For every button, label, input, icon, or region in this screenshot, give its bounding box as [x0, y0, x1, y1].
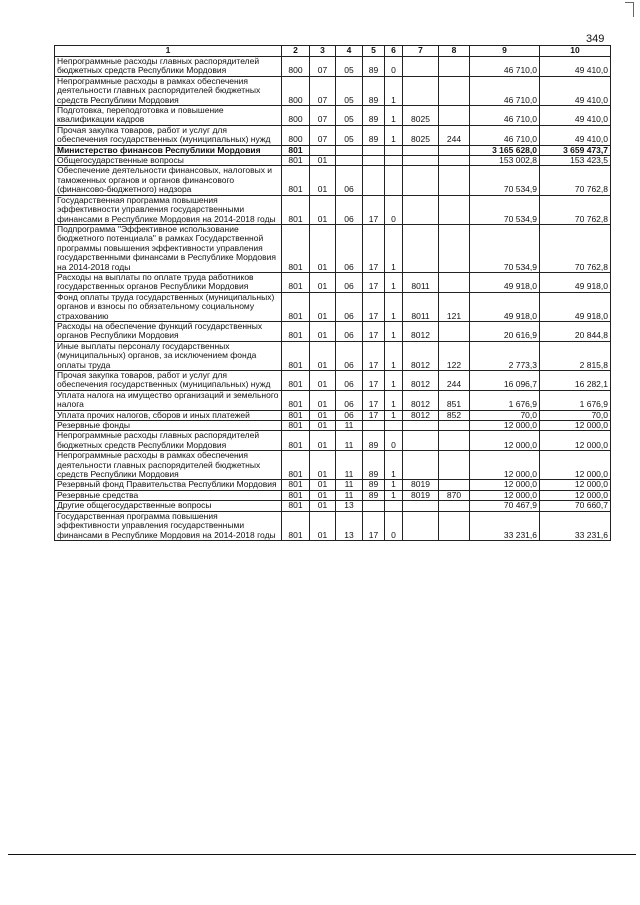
row-cell: 12 000,0	[540, 480, 611, 490]
table-row	[55, 410, 611, 420]
row-cell	[403, 156, 439, 166]
row-cell: 17	[363, 410, 385, 420]
row-cell: 153 002,8	[470, 156, 540, 166]
row-cell: 8012	[403, 410, 439, 420]
row-cell: 12 000,0	[470, 451, 540, 480]
row-cell: 01	[310, 451, 336, 480]
row-cell: 01	[310, 341, 336, 370]
row-cell	[385, 156, 403, 166]
row-cell: 8012	[403, 371, 439, 391]
row-cell	[363, 156, 385, 166]
row-cell: 11	[336, 490, 363, 500]
row-cell: 11	[336, 431, 363, 451]
row-description: Подпрограмма "Эффективное использование бюджетного потенциала" в рамках Государственной программы повышения эффективности управления государственными финансами в Республике Мордовия на 2014-2018 годы	[55, 224, 282, 272]
row-cell	[439, 106, 470, 126]
row-cell: 70 762,8	[540, 195, 611, 224]
row-cell	[403, 451, 439, 480]
header-cell: 5	[363, 46, 385, 57]
row-cell: 07	[310, 57, 336, 77]
row-cell: 801	[282, 431, 310, 451]
row-cell: 13	[336, 511, 363, 540]
row-cell: 01	[310, 431, 336, 451]
row-description: Непрограммные расходы главных распорядителей бюджетных средств Республики Мордовия	[55, 57, 282, 77]
header-cell: 3	[310, 46, 336, 57]
row-description: Резервные средства	[55, 490, 282, 500]
row-cell: 70 660,7	[540, 501, 611, 511]
header-cell: 1	[55, 46, 282, 57]
row-cell	[363, 421, 385, 431]
row-cell: 8025	[403, 125, 439, 145]
row-cell	[403, 145, 439, 155]
row-cell: 01	[310, 272, 336, 292]
row-cell	[439, 511, 470, 540]
row-cell	[403, 421, 439, 431]
row-cell	[439, 421, 470, 431]
row-cell: 01	[310, 224, 336, 272]
row-description: Расходы на обеспечение функций государственных органов Республики Мордовия	[55, 321, 282, 341]
row-cell: 801	[282, 321, 310, 341]
header-cell: 10	[540, 46, 611, 57]
row-cell: 01	[310, 501, 336, 511]
row-cell: 46 710,0	[470, 125, 540, 145]
table-row	[55, 166, 611, 195]
row-description: Обеспечение деятельности финансовых, налоговых и таможенных органов и органов финансового (финансово-бюджетного) надзора	[55, 166, 282, 195]
row-cell: 12 000,0	[470, 480, 540, 490]
row-cell: 06	[336, 272, 363, 292]
row-cell: 89	[363, 431, 385, 451]
row-cell: 801	[282, 480, 310, 490]
row-cell: 46 710,0	[470, 76, 540, 105]
table-row	[55, 156, 611, 166]
row-cell: 17	[363, 511, 385, 540]
row-cell	[439, 166, 470, 195]
row-cell: 01	[310, 511, 336, 540]
row-cell	[385, 166, 403, 195]
row-description: Резервные фонды	[55, 421, 282, 431]
row-cell: 870	[439, 490, 470, 500]
row-description: Уплата прочих налогов, сборов и иных платежей	[55, 410, 282, 420]
row-cell: 89	[363, 76, 385, 105]
row-cell	[363, 166, 385, 195]
row-cell	[439, 57, 470, 77]
row-cell: 852	[439, 410, 470, 420]
header-cell: 6	[385, 46, 403, 57]
row-cell: 3 165 628,0	[470, 145, 540, 155]
row-cell: 17	[363, 390, 385, 410]
row-cell: 89	[363, 490, 385, 500]
row-cell: 801	[282, 490, 310, 500]
row-cell: 244	[439, 371, 470, 391]
row-cell	[385, 501, 403, 511]
row-cell: 06	[336, 292, 363, 321]
row-cell: 1	[385, 125, 403, 145]
row-cell: 12 000,0	[540, 431, 611, 451]
row-description: Общегосударственные вопросы	[55, 156, 282, 166]
row-cell: 05	[336, 106, 363, 126]
header-cell: 2	[282, 46, 310, 57]
row-cell: 11	[336, 421, 363, 431]
row-cell: 06	[336, 224, 363, 272]
row-cell: 0	[385, 57, 403, 77]
table-row	[55, 390, 611, 410]
row-cell: 17	[363, 272, 385, 292]
row-cell: 12 000,0	[470, 431, 540, 451]
row-description: Государственная программа повышения эффективности управления государственными финансами в Республике Мордовия на 2014-2018 годы	[55, 511, 282, 540]
row-cell: 801	[282, 410, 310, 420]
row-cell: 06	[336, 341, 363, 370]
table-row	[55, 480, 611, 490]
row-cell: 1	[385, 451, 403, 480]
row-cell: 1	[385, 490, 403, 500]
row-cell: 8012	[403, 341, 439, 370]
row-cell: 33 231,6	[540, 511, 611, 540]
row-cell: 801	[282, 511, 310, 540]
table-row	[55, 224, 611, 272]
row-description: Фонд оплаты труда государственных (муниципальных) органов и взносы по обязательному социальному страхованию	[55, 292, 282, 321]
row-cell: 70 534,9	[470, 224, 540, 272]
row-cell: 20 844,8	[540, 321, 611, 341]
row-description: Непрограммные расходы в рамках обеспечения деятельности главных распорядителей бюджетных средств Республики Мордовия	[55, 451, 282, 480]
row-cell: 244	[439, 125, 470, 145]
row-cell: 49 410,0	[540, 76, 611, 105]
row-cell: 89	[363, 480, 385, 490]
row-cell	[403, 57, 439, 77]
row-cell: 801	[282, 156, 310, 166]
table-row	[55, 321, 611, 341]
row-cell: 49 918,0	[540, 292, 611, 321]
row-description: Непрограммные расходы главных распорядителей бюджетных средств Республики Мордовия	[55, 431, 282, 451]
row-cell	[336, 145, 363, 155]
row-cell: 1	[385, 341, 403, 370]
row-cell: 33 231,6	[470, 511, 540, 540]
row-cell: 801	[282, 224, 310, 272]
row-cell: 05	[336, 76, 363, 105]
header-cell: 9	[470, 46, 540, 57]
row-cell: 12 000,0	[540, 451, 611, 480]
row-cell: 13	[336, 501, 363, 511]
row-cell: 11	[336, 480, 363, 490]
row-cell: 06	[336, 371, 363, 391]
row-cell: 0	[385, 431, 403, 451]
row-cell: 121	[439, 292, 470, 321]
row-cell: 01	[310, 421, 336, 431]
row-cell: 801	[282, 195, 310, 224]
row-description: Прочая закупка товаров, работ и услуг для обеспечения государственных (муниципальных) нужд	[55, 371, 282, 391]
row-cell: 800	[282, 106, 310, 126]
table-row	[55, 145, 611, 155]
row-cell: 01	[310, 156, 336, 166]
row-cell: 70 762,8	[540, 166, 611, 195]
row-cell: 06	[336, 390, 363, 410]
row-cell: 800	[282, 57, 310, 77]
table-header	[55, 46, 611, 57]
row-cell: 70 534,9	[470, 166, 540, 195]
row-cell: 801	[282, 341, 310, 370]
row-cell: 0	[385, 511, 403, 540]
row-cell: 01	[310, 410, 336, 420]
row-cell: 01	[310, 480, 336, 490]
row-cell: 07	[310, 106, 336, 126]
table-row	[55, 341, 611, 370]
row-description: Прочая закупка товаров, работ и услуг для обеспечения государственных (муниципальных) нужд	[55, 125, 282, 145]
row-cell: 8019	[403, 480, 439, 490]
row-cell	[403, 166, 439, 195]
row-cell: 49 410,0	[540, 125, 611, 145]
row-cell: 122	[439, 341, 470, 370]
row-cell	[439, 195, 470, 224]
row-cell: 49 918,0	[540, 272, 611, 292]
row-cell: 1	[385, 480, 403, 490]
table-row	[55, 272, 611, 292]
row-cell: 17	[363, 224, 385, 272]
row-cell: 06	[336, 321, 363, 341]
row-cell: 8025	[403, 106, 439, 126]
row-cell: 89	[363, 451, 385, 480]
row-cell	[310, 145, 336, 155]
table-row	[55, 421, 611, 431]
row-description: Министерство финансов Республики Мордовия	[55, 145, 282, 155]
table-row	[55, 511, 611, 540]
row-cell	[403, 501, 439, 511]
row-cell: 12 000,0	[540, 490, 611, 500]
row-cell: 01	[310, 195, 336, 224]
row-cell	[336, 156, 363, 166]
row-cell: 1 676,9	[470, 390, 540, 410]
row-cell	[439, 321, 470, 341]
row-cell: 05	[336, 57, 363, 77]
row-description: Уплата налога на имущество организаций и земельного налога	[55, 390, 282, 410]
row-cell: 801	[282, 390, 310, 410]
row-cell	[439, 76, 470, 105]
row-cell: 800	[282, 76, 310, 105]
row-cell	[439, 501, 470, 511]
row-cell: 1	[385, 390, 403, 410]
row-cell	[403, 195, 439, 224]
row-cell: 2 815,8	[540, 341, 611, 370]
row-cell: 01	[310, 321, 336, 341]
row-description: Непрограммные расходы в рамках обеспечения деятельности главных распорядителей бюджетных средств Республики Мордовия	[55, 76, 282, 105]
row-cell: 0	[385, 195, 403, 224]
row-cell	[403, 224, 439, 272]
page-number: 349	[586, 33, 605, 45]
row-cell: 06	[336, 195, 363, 224]
table-row	[55, 431, 611, 451]
row-cell: 1	[385, 106, 403, 126]
row-cell: 1	[385, 76, 403, 105]
row-cell: 20 616,9	[470, 321, 540, 341]
row-cell: 70 534,9	[470, 195, 540, 224]
row-cell	[403, 76, 439, 105]
row-cell: 17	[363, 321, 385, 341]
row-cell: 801	[282, 451, 310, 480]
table-row	[55, 125, 611, 145]
row-cell: 07	[310, 125, 336, 145]
row-cell: 8011	[403, 272, 439, 292]
row-cell: 89	[363, 125, 385, 145]
row-cell	[385, 145, 403, 155]
row-description: Государственная программа повышения эффективности управления государственными финансами в Республике Мордовия на 2014-2018 годы	[55, 195, 282, 224]
row-cell: 801	[282, 421, 310, 431]
row-cell: 8019	[403, 490, 439, 500]
row-cell: 01	[310, 292, 336, 321]
row-cell: 1	[385, 371, 403, 391]
row-cell: 49 918,0	[470, 292, 540, 321]
table-row	[55, 106, 611, 126]
row-cell: 01	[310, 371, 336, 391]
row-cell: 70,0	[540, 410, 611, 420]
corner-mark	[625, 2, 634, 17]
row-description: Другие общегосударственные вопросы	[55, 501, 282, 511]
table-row	[55, 501, 611, 511]
row-cell: 49 410,0	[540, 57, 611, 77]
row-cell: 12 000,0	[540, 421, 611, 431]
row-cell	[385, 421, 403, 431]
row-cell	[439, 145, 470, 155]
row-cell: 46 710,0	[470, 57, 540, 77]
bottom-rule	[8, 854, 636, 855]
row-cell: 70,0	[470, 410, 540, 420]
row-cell: 1	[385, 224, 403, 272]
table-row	[55, 76, 611, 105]
row-cell: 06	[336, 166, 363, 195]
row-cell: 01	[310, 390, 336, 410]
row-cell	[363, 501, 385, 511]
row-cell	[363, 145, 385, 155]
row-cell	[439, 431, 470, 451]
row-cell: 16 096,7	[470, 371, 540, 391]
row-cell: 801	[282, 501, 310, 511]
table-row	[55, 57, 611, 77]
row-description: Расходы на выплаты по оплате труда работников государственных органов Республики Мордовия	[55, 272, 282, 292]
row-cell	[403, 511, 439, 540]
header-cell: 8	[439, 46, 470, 57]
row-cell: 801	[282, 371, 310, 391]
row-cell: 800	[282, 125, 310, 145]
row-cell: 46 710,0	[470, 106, 540, 126]
row-cell: 8012	[403, 390, 439, 410]
row-cell: 1	[385, 410, 403, 420]
row-cell: 49 410,0	[540, 106, 611, 126]
row-cell: 1 676,9	[540, 390, 611, 410]
table-row	[55, 490, 611, 500]
row-cell: 01	[310, 490, 336, 500]
table-row	[55, 451, 611, 480]
row-cell	[439, 272, 470, 292]
row-cell: 17	[363, 195, 385, 224]
row-cell: 153 423,5	[540, 156, 611, 166]
row-cell: 11	[336, 451, 363, 480]
row-cell: 17	[363, 292, 385, 321]
row-cell: 70 762,8	[540, 224, 611, 272]
row-cell	[439, 224, 470, 272]
row-cell: 05	[336, 125, 363, 145]
row-description: Подготовка, переподготовка и повышение квалификации кадров	[55, 106, 282, 126]
row-cell: 01	[310, 166, 336, 195]
table-row	[55, 371, 611, 391]
row-cell	[403, 431, 439, 451]
row-cell: 801	[282, 166, 310, 195]
header-cell: 7	[403, 46, 439, 57]
row-cell: 8011	[403, 292, 439, 321]
row-cell: 06	[336, 410, 363, 420]
row-cell: 1	[385, 321, 403, 341]
row-description: Иные выплаты персоналу государственных (муниципальных) органов, за исключением фонда оплаты труда	[55, 341, 282, 370]
row-cell	[439, 451, 470, 480]
row-description: Резервный фонд Правительства Республики Мордовия	[55, 480, 282, 490]
row-cell: 17	[363, 371, 385, 391]
row-cell: 07	[310, 76, 336, 105]
table-row	[55, 195, 611, 224]
row-cell: 2 773,3	[470, 341, 540, 370]
row-cell: 49 918,0	[470, 272, 540, 292]
row-cell: 16 282,1	[540, 371, 611, 391]
row-cell: 801	[282, 145, 310, 155]
row-cell	[439, 156, 470, 166]
row-cell: 851	[439, 390, 470, 410]
row-cell: 801	[282, 292, 310, 321]
table-body	[55, 57, 611, 541]
row-cell: 3 659 473,7	[540, 145, 611, 155]
table-row	[55, 292, 611, 321]
row-cell: 8012	[403, 321, 439, 341]
row-cell: 89	[363, 57, 385, 77]
row-cell: 1	[385, 292, 403, 321]
row-cell: 801	[282, 272, 310, 292]
row-cell: 1	[385, 272, 403, 292]
row-cell	[439, 480, 470, 490]
budget-table	[54, 45, 611, 541]
row-cell: 12 000,0	[470, 490, 540, 500]
row-cell: 12 000,0	[470, 421, 540, 431]
row-cell: 17	[363, 341, 385, 370]
row-cell: 70 467,9	[470, 501, 540, 511]
row-cell: 89	[363, 106, 385, 126]
header-cell: 4	[336, 46, 363, 57]
